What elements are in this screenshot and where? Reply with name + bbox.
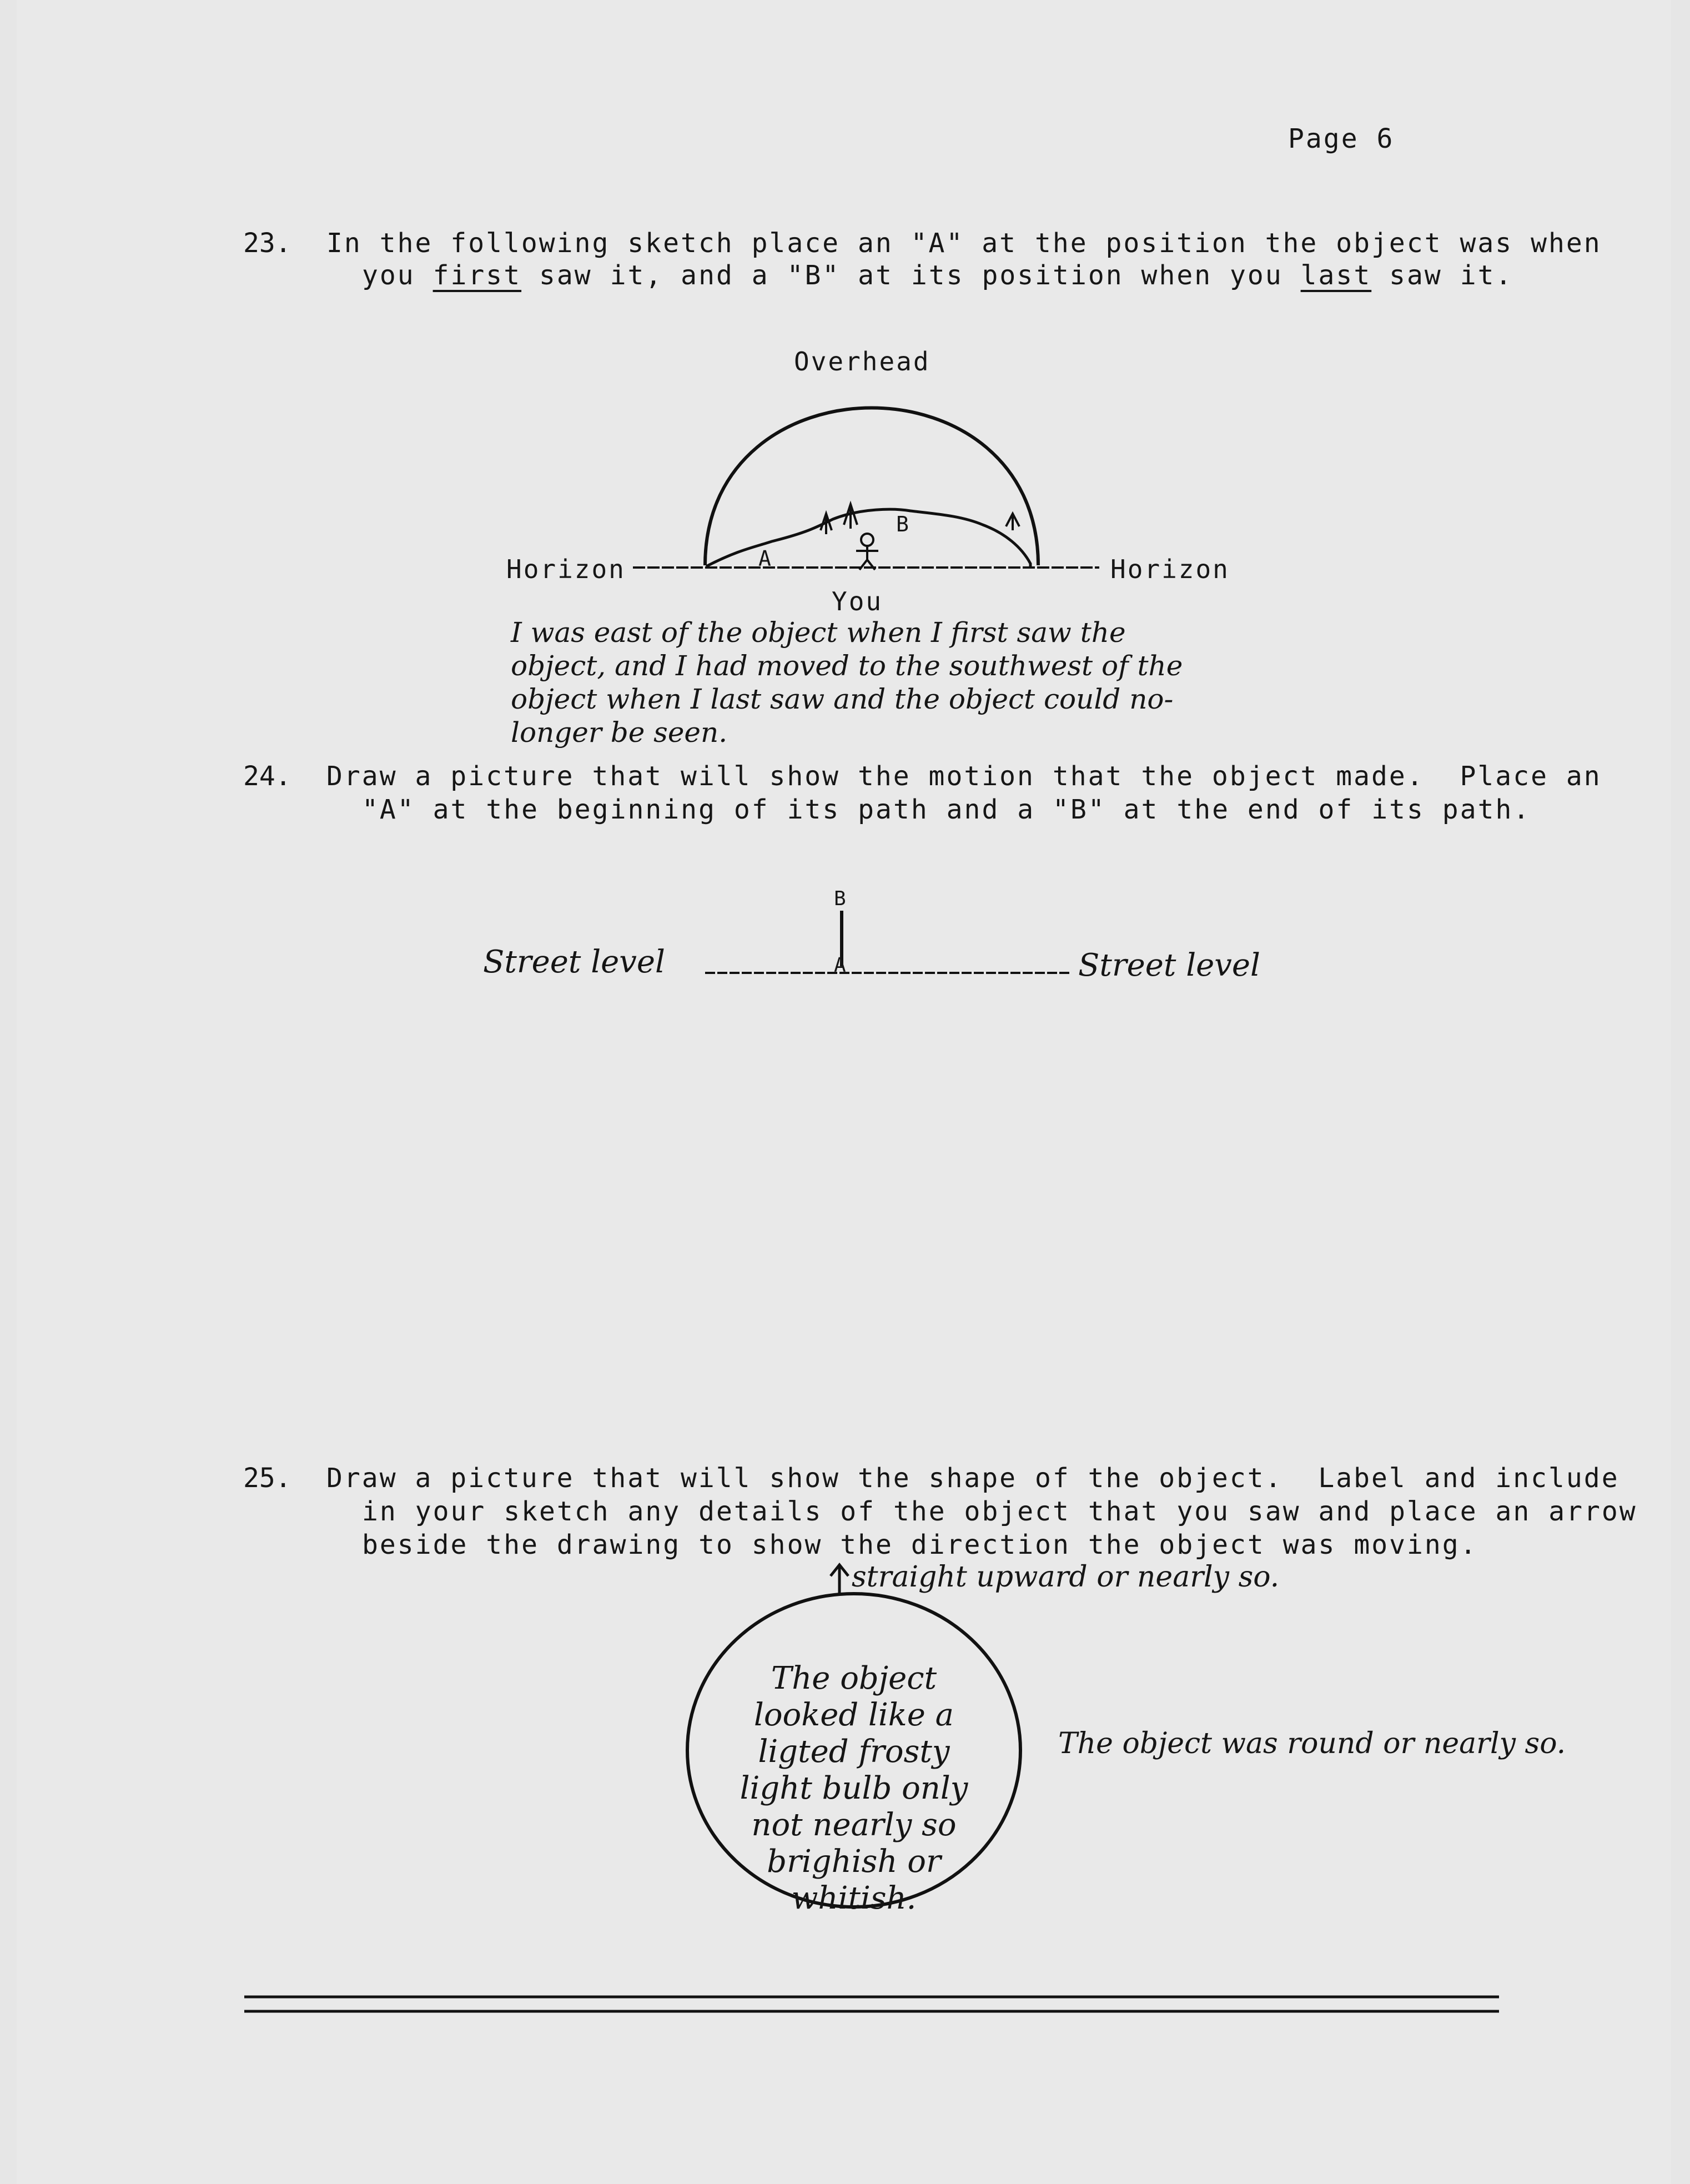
q23-line2-post: saw it. bbox=[1371, 260, 1513, 291]
q23-first-underlined: first bbox=[432, 260, 522, 291]
circle-text-block bbox=[693, 1660, 1015, 1917]
page-label: Page 6 bbox=[1288, 123, 1395, 154]
tree-1 bbox=[821, 514, 832, 534]
q24-mark-b: B bbox=[834, 887, 848, 910]
circle-text-line: The object bbox=[771, 1660, 937, 1696]
q24-line1: Draw a picture that will show the motion that the object made. Place an bbox=[326, 761, 1602, 792]
q23-answer-line-1: I was east of the object when I first saw the bbox=[511, 616, 1126, 649]
circle-text-line: whitish. bbox=[791, 1880, 917, 1916]
q24-mark-a: A bbox=[834, 954, 848, 977]
q23-line2-pre: you bbox=[362, 260, 433, 291]
sketch-horizon-left-label: Horizon bbox=[506, 554, 626, 584]
q24-number: 24. bbox=[243, 761, 291, 792]
sketch-horizon-right-label: Horizon bbox=[1110, 554, 1230, 584]
circle-text-line: looked like a bbox=[753, 1697, 954, 1733]
q23-number: 23. bbox=[243, 228, 291, 259]
q24-line2: "A" at the beginning of its path and a "B" at the end of its path. bbox=[362, 794, 1531, 825]
q25-line1: Draw a picture that will show the shape of the object. Label and include bbox=[326, 1463, 1619, 1494]
direction-arrow bbox=[831, 1565, 848, 1594]
q23-answer-line-3: object when I last saw and the object could no- bbox=[511, 683, 1174, 715]
sketch-you-label: You bbox=[832, 586, 883, 616]
q25-arrow-note: straight upward or nearly so. bbox=[852, 1560, 1280, 1594]
circle-text-line: ligted frosty bbox=[758, 1734, 950, 1770]
q23-answer-line-4: longer be seen. bbox=[511, 716, 728, 749]
q23-last-underlined: last bbox=[1300, 260, 1372, 291]
q23-line2-mid: saw it, and a "B" at its position when you bbox=[521, 260, 1301, 291]
tree-2 bbox=[844, 504, 857, 529]
circle-text-line: not nearly so bbox=[751, 1807, 957, 1843]
stick-figure bbox=[856, 534, 878, 570]
circle-text-line: light bulb only bbox=[740, 1770, 968, 1806]
document-page bbox=[17, 0, 1671, 2184]
circle-text-line: brighish or bbox=[767, 1844, 941, 1880]
q25-number: 25. bbox=[243, 1463, 291, 1494]
q23-line1: In the following sketch place an "A" at the position the object was when bbox=[326, 228, 1602, 259]
q25-line2: in your sketch any details of the object that you saw and place an arrow bbox=[362, 1496, 1637, 1527]
sketch-mark-a: A bbox=[758, 546, 773, 571]
street-level-right: Street level bbox=[1078, 947, 1260, 983]
street-level-left: Street level bbox=[483, 944, 665, 980]
q25-line3: beside the drawing to show the direction the object was moving. bbox=[362, 1529, 1478, 1560]
q23-answer-line-2: object, and I had moved to the southwest of the bbox=[511, 650, 1183, 682]
sketch-overhead-label: Overhead bbox=[794, 347, 930, 376]
tree-3 bbox=[1006, 514, 1019, 530]
sketch-mark-b: B bbox=[896, 512, 911, 536]
q25-side-note: The object was round or nearly so. bbox=[1058, 1727, 1566, 1760]
sky-dome-arc bbox=[705, 408, 1038, 566]
